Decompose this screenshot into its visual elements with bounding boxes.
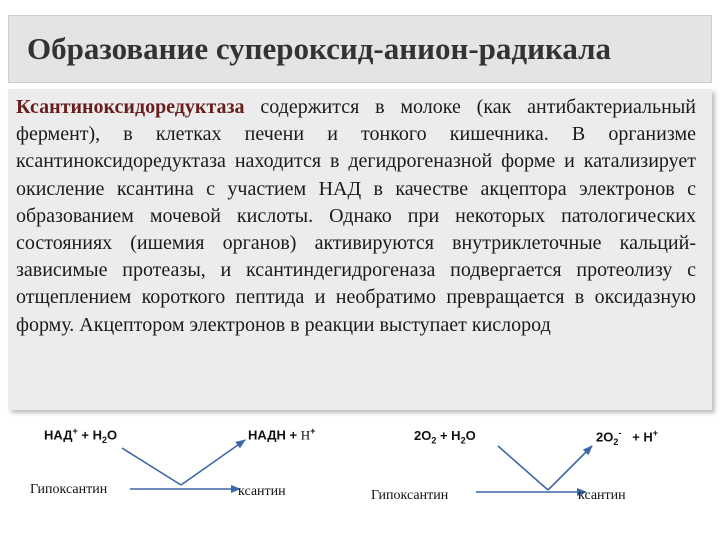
arrow-1-out — [181, 440, 245, 485]
reaction-schemes — [0, 410, 720, 540]
scheme2-products: $2O_2^- + H^+$ — [596, 428, 659, 447]
arrow-1-in — [122, 448, 181, 485]
paragraph-text: содержится в молоке (как антибактериальный фермент), в клетках печени и тонкого кишечника. В организме ксантиноксидоредуктаза находится в дегидрогеназной форме и катализирует окисление ксантина с участием НАД в качестве акцептора электронов с образованием мочевой кислоты. Однако при некоторых патологических состояниях (ишемия органов) активируются внутриклеточные кальций-зависимые протеазы, и ксантиндегидрогеназа подвергается протеолизу с отщеплением короткого пептида и необратимо превращается в оксидазную форму. Акцептором электронов в реакции выступает кислород — [16, 96, 696, 336]
title-box — [8, 15, 712, 83]
scheme1-substrates: $НАД^+ + H_2O$ — [44, 426, 118, 445]
scheme2-substrate-hypoxanthine: Гипоксантин — [371, 488, 449, 503]
scheme1-products: НАДН + H+ — [248, 426, 316, 443]
arrow-2-in — [498, 446, 548, 490]
enzyme-name: Ксантиноксидоредуктаза — [16, 96, 245, 118]
scheme1-substrate-hypoxanthine: Гипоксантин — [30, 482, 108, 497]
arrow-2-out — [548, 446, 592, 490]
scheme1-product-xanthine: ксантин — [238, 484, 286, 499]
scheme2-product-xanthine: ксантин — [578, 488, 626, 503]
body-paragraph — [16, 94, 696, 339]
page-title: Образование супероксид-анион-радикала — [27, 31, 612, 66]
scheme2-substrates: $2O_2 + H_2O$ — [414, 428, 476, 446]
